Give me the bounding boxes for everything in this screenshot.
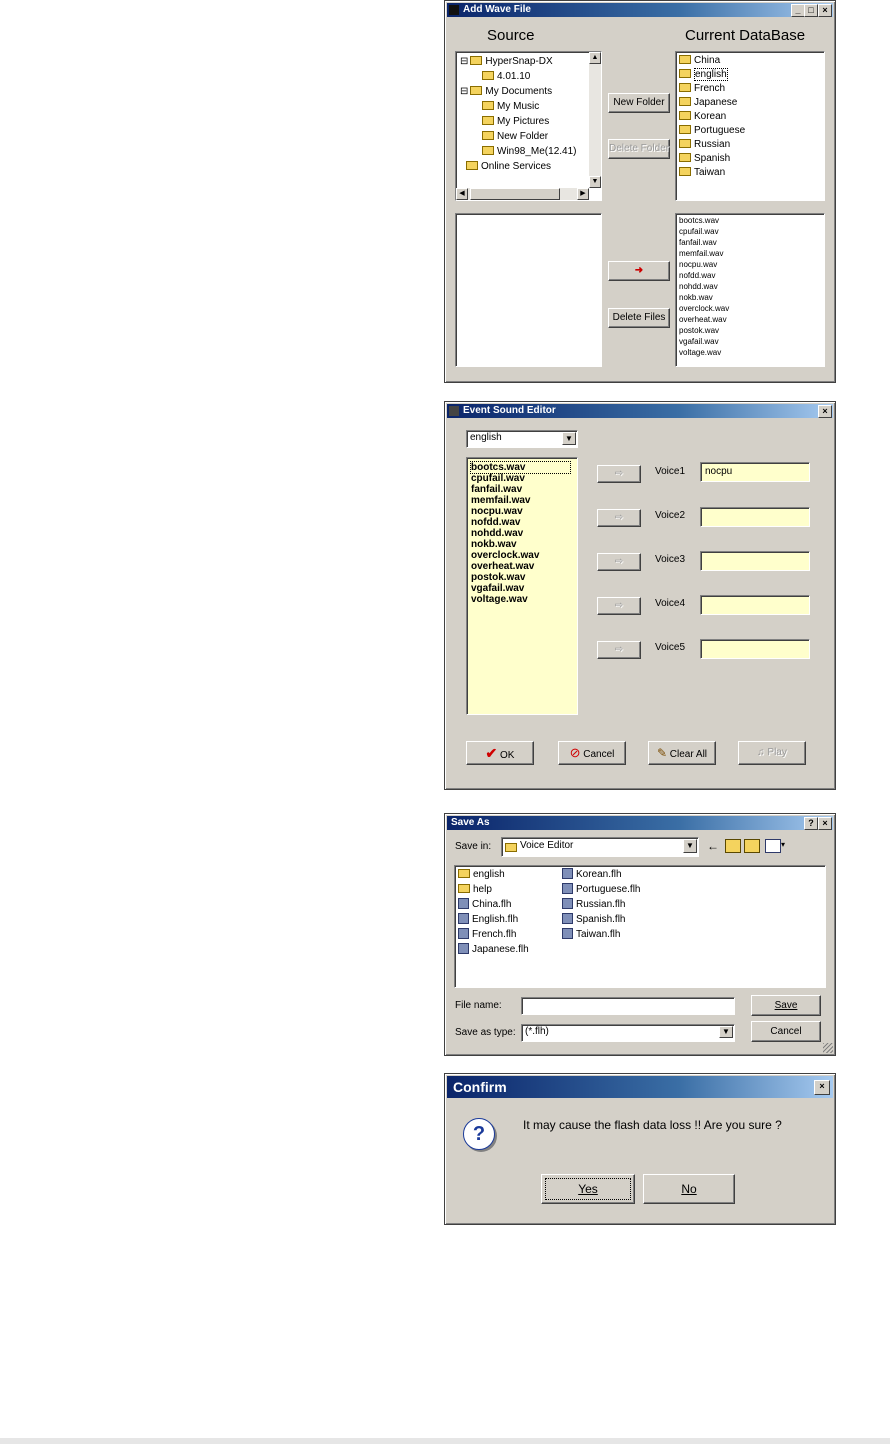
- wav-item[interactable]: cpufail.wav: [679, 227, 719, 236]
- confirm-dialog: [444, 1073, 836, 1225]
- resize-grip-icon[interactable]: [823, 1043, 833, 1053]
- assign-voice3-button[interactable]: [597, 553, 641, 571]
- wav-item[interactable]: bootcs.wav: [679, 216, 720, 225]
- language-value: english: [470, 432, 502, 443]
- save-in-value: Voice Editor: [520, 840, 574, 851]
- save-button[interactable]: Save: [751, 995, 821, 1016]
- folder-open-icon: [505, 843, 517, 852]
- event-item[interactable]: nocpu.wav: [471, 506, 523, 517]
- event-item[interactable]: memfail.wav: [471, 495, 531, 506]
- assign-voice1-button[interactable]: [597, 465, 641, 483]
- folder-icon: [458, 884, 470, 893]
- folder-icon: [482, 101, 494, 110]
- file-item[interactable]: Russian.flh: [562, 899, 625, 910]
- chevron-down-icon[interactable]: ▼: [719, 1026, 733, 1038]
- db-item-korean[interactable]: Korean: [679, 111, 726, 122]
- wav-item[interactable]: voltage.wav: [679, 348, 722, 357]
- save-as-type-label: Save as type:: [455, 1027, 516, 1038]
- view-menu-chevron-icon[interactable]: ▾: [781, 840, 786, 849]
- voice2-field[interactable]: [700, 507, 810, 527]
- save-as-type-value: (*.flh): [525, 1026, 549, 1037]
- folder-icon: [482, 71, 494, 80]
- database-wav-list[interactable]: [675, 213, 825, 367]
- minimize-button[interactable]: _: [791, 4, 805, 17]
- close-button[interactable]: ×: [818, 405, 832, 418]
- tree-item-online-services[interactable]: Online Services: [466, 161, 551, 172]
- save-in-select[interactable]: [501, 837, 699, 857]
- assign-arrow-icon: ⇨: [614, 600, 624, 611]
- save-as-title: Save As: [451, 817, 490, 828]
- help-button[interactable]: ?: [804, 817, 818, 830]
- chevron-down-icon[interactable]: ▼: [683, 839, 697, 853]
- scroll-thumb[interactable]: [470, 188, 560, 200]
- assign-voice5-button[interactable]: [597, 641, 641, 659]
- db-item-english[interactable]: english: [679, 69, 728, 80]
- app-icon: [449, 5, 459, 15]
- broom-icon: ✎: [656, 746, 668, 760]
- tree-vertical-scrollbar[interactable]: [589, 52, 601, 188]
- wav-item[interactable]: overheat.wav: [679, 315, 727, 324]
- close-button[interactable]: ×: [814, 1080, 830, 1095]
- file-browser-list[interactable]: [454, 865, 826, 988]
- up-folder-icon[interactable]: [725, 839, 741, 853]
- folder-icon: [466, 161, 478, 170]
- db-item-russian[interactable]: Russian: [679, 139, 730, 150]
- close-button[interactable]: ×: [818, 4, 832, 17]
- assign-voice4-button[interactable]: [597, 597, 641, 615]
- folder-icon: [679, 83, 691, 92]
- scroll-right-button[interactable]: ▶: [577, 188, 589, 200]
- maximize-button[interactable]: □: [804, 4, 818, 17]
- source-tree[interactable]: [455, 51, 602, 201]
- wav-item[interactable]: fanfail.wav: [679, 238, 717, 247]
- folder-icon: [458, 869, 470, 878]
- folder-icon: [679, 55, 691, 64]
- tree-item-my-documents[interactable]: ⊟ My Documents: [460, 86, 553, 97]
- flh-file-icon: [562, 868, 573, 879]
- page-footer-rule: [0, 1438, 890, 1444]
- speaker-icon: ♫: [757, 747, 765, 758]
- scroll-up-button[interactable]: ▲: [589, 52, 601, 64]
- delete-files-button[interactable]: Delete Files: [608, 308, 670, 328]
- event-item[interactable]: cpufail.wav: [471, 473, 525, 484]
- wav-item[interactable]: nofdd.wav: [679, 271, 716, 280]
- folder-icon: [679, 111, 691, 120]
- folder-icon: [482, 131, 494, 140]
- flh-file-icon: [458, 898, 469, 909]
- event-item[interactable]: bootcs.wav: [470, 461, 571, 474]
- voice4-field[interactable]: [700, 595, 810, 615]
- voice5-label: Voice5: [655, 642, 686, 653]
- event-item[interactable]: overclock.wav: [471, 550, 540, 561]
- scroll-left-button[interactable]: ◀: [456, 188, 468, 200]
- db-item-japanese[interactable]: Japanese: [679, 97, 737, 108]
- folder-icon: [679, 125, 691, 134]
- event-item[interactable]: nokb.wav: [471, 539, 517, 550]
- event-editor-title-bar[interactable]: [447, 404, 833, 418]
- assign-arrow-icon: ⇨: [614, 644, 624, 655]
- tree-item-hypersnap[interactable]: ⊟ HyperSnap-DX: [460, 56, 553, 67]
- tree-item-new-folder[interactable]: New Folder: [482, 131, 548, 142]
- event-item[interactable]: postok.wav: [471, 572, 526, 583]
- db-item-china[interactable]: China: [679, 55, 720, 66]
- confirm-message: It may cause the flash data loss !! Are you sure ?: [523, 1118, 782, 1132]
- db-item-french[interactable]: French: [679, 83, 725, 94]
- wav-item[interactable]: nocpu.wav: [679, 260, 718, 269]
- voice3-field[interactable]: [700, 551, 810, 571]
- assign-arrow-icon: ⇨: [614, 556, 624, 567]
- voice5-field[interactable]: [700, 639, 810, 659]
- file-item[interactable]: english: [458, 869, 505, 880]
- file-item[interactable]: English.flh: [458, 914, 518, 925]
- add-wave-file-window: [444, 0, 836, 383]
- save-as-title-bar[interactable]: [447, 816, 833, 830]
- save-as-dialog: [444, 813, 836, 1056]
- voice2-label: Voice2: [655, 510, 686, 521]
- back-arrow-icon[interactable]: ←: [707, 839, 719, 853]
- wav-item[interactable]: postok.wav: [679, 326, 720, 335]
- checkmark-icon: ✔: [485, 745, 498, 761]
- voice1-label: Voice1: [655, 466, 686, 477]
- tree-horizontal-scrollbar[interactable]: [456, 188, 589, 200]
- tree-item-win98[interactable]: Win98_Me(12.41): [482, 146, 576, 157]
- flh-file-icon: [458, 928, 469, 939]
- source-file-list[interactable]: [455, 213, 602, 367]
- save-as-type-select[interactable]: [521, 1024, 735, 1042]
- voice1-field[interactable]: nocpu: [700, 462, 810, 482]
- close-button[interactable]: ×: [818, 817, 832, 830]
- folder-icon: [470, 56, 482, 65]
- file-name-label: File name:: [455, 1000, 502, 1011]
- cancel-button[interactable]: Cancel: [751, 1021, 821, 1042]
- file-item[interactable]: French.flh: [458, 929, 516, 940]
- event-editor-title: Event Sound Editor: [463, 405, 556, 416]
- database-folder-list[interactable]: [675, 51, 825, 201]
- tree-item-my-music[interactable]: My Music: [482, 101, 539, 112]
- confirm-title-bar[interactable]: [447, 1076, 833, 1098]
- db-item-spanish[interactable]: Spanish: [679, 153, 730, 164]
- flh-file-icon: [562, 913, 573, 924]
- wav-item[interactable]: memfail.wav: [679, 249, 724, 258]
- clear-all-button[interactable]: ✎ Clear All: [648, 741, 716, 765]
- db-item-taiwan[interactable]: Taiwan: [679, 167, 725, 178]
- folder-icon: [679, 167, 691, 176]
- assign-voice2-button[interactable]: [597, 509, 641, 527]
- event-sound-editor-window: [444, 401, 836, 790]
- tree-item-version[interactable]: 4.01.10: [482, 71, 530, 82]
- event-item[interactable]: vgafail.wav: [471, 583, 525, 594]
- file-item[interactable]: Spanish.flh: [562, 914, 625, 925]
- open-folder-icon: [679, 69, 691, 78]
- folder-icon: [482, 116, 494, 125]
- event-item[interactable]: voltage.wav: [471, 594, 528, 605]
- flh-file-icon: [458, 943, 469, 954]
- chevron-down-icon[interactable]: ▼: [562, 432, 576, 445]
- app-icon: [449, 406, 459, 416]
- event-item[interactable]: nohdd.wav: [471, 528, 524, 539]
- flh-file-icon: [562, 928, 573, 939]
- flh-file-icon: [562, 898, 573, 909]
- question-icon: ?: [463, 1118, 495, 1150]
- wav-item[interactable]: nohdd.wav: [679, 282, 718, 291]
- file-item[interactable]: help: [458, 884, 492, 895]
- event-item[interactable]: nofdd.wav: [471, 517, 521, 528]
- right-arrow-icon: ➜: [634, 265, 644, 276]
- folder-icon: [679, 97, 691, 106]
- no-button[interactable]: No: [643, 1174, 735, 1204]
- folder-icon: [679, 153, 691, 162]
- new-folder-icon[interactable]: [744, 839, 760, 853]
- event-wav-list[interactable]: [466, 457, 578, 715]
- ok-button[interactable]: ✔ OK: [466, 741, 534, 765]
- confirm-title: Confirm: [453, 1079, 507, 1095]
- db-item-portuguese[interactable]: Portuguese: [679, 125, 745, 136]
- folder-icon: [482, 146, 494, 155]
- play-button[interactable]: ♫ Play: [738, 741, 806, 765]
- flh-file-icon: [562, 883, 573, 894]
- file-item[interactable]: China.flh: [458, 899, 511, 910]
- file-item[interactable]: Taiwan.flh: [562, 929, 620, 940]
- folder-icon: [470, 86, 482, 95]
- event-item[interactable]: fanfail.wav: [471, 484, 523, 495]
- yes-button[interactable]: Yes: [541, 1174, 635, 1204]
- source-label: Source: [487, 27, 535, 44]
- add-file-arrow-button[interactable]: [608, 261, 670, 281]
- assign-arrow-icon: ⇨: [614, 512, 624, 523]
- event-item[interactable]: overheat.wav: [471, 561, 535, 572]
- view-menu-icon[interactable]: [765, 839, 781, 853]
- add-wave-title-bar[interactable]: [447, 3, 833, 17]
- wav-item[interactable]: overclock.wav: [679, 304, 730, 313]
- cancel-button[interactable]: ⊘ Cancel: [558, 741, 626, 765]
- voice3-label: Voice3: [655, 554, 686, 565]
- current-database-label: Current DataBase: [685, 27, 806, 44]
- language-select[interactable]: [466, 430, 578, 448]
- wav-item[interactable]: vgafail.wav: [679, 337, 719, 346]
- flh-file-icon: [458, 913, 469, 924]
- tree-item-my-pictures[interactable]: My Pictures: [482, 116, 549, 127]
- new-folder-button[interactable]: New Folder: [608, 93, 670, 113]
- scroll-down-button[interactable]: ▼: [589, 176, 601, 188]
- save-in-label: Save in:: [455, 841, 492, 852]
- folder-icon: [679, 139, 691, 148]
- wav-item[interactable]: nokb.wav: [679, 293, 713, 302]
- delete-folder-button[interactable]: Delete Folder: [608, 139, 670, 159]
- voice4-label: Voice4: [655, 598, 686, 609]
- file-item[interactable]: Japanese.flh: [458, 944, 529, 955]
- assign-arrow-icon: ⇨: [614, 468, 624, 479]
- file-name-input[interactable]: [521, 997, 735, 1015]
- file-item[interactable]: Portuguese.flh: [562, 884, 641, 895]
- file-item[interactable]: Korean.flh: [562, 869, 622, 880]
- add-wave-title: Add Wave File: [463, 4, 531, 15]
- cancel-icon: ⊘: [569, 745, 581, 760]
